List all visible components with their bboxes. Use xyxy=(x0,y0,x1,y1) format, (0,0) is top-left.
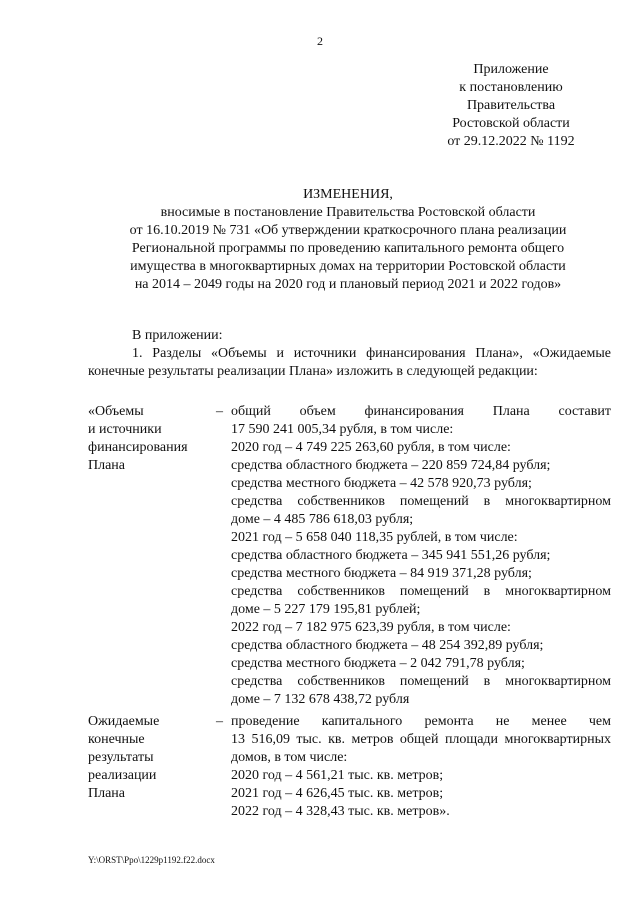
document-title xyxy=(88,186,608,294)
appendix-block xyxy=(446,61,576,151)
value-line: средства собственников помещений в многоквартирном xyxy=(231,494,611,509)
label-line: конечные xyxy=(88,732,145,747)
intro-line: В приложении: xyxy=(132,328,223,343)
value-line: средства местного бюджета – 2 042 791,78 рубля; xyxy=(231,656,525,671)
intro-line: конечные результаты реализации Плана» изложить в следующей редакции: xyxy=(88,364,538,379)
funding-label xyxy=(88,403,208,475)
value-line: доме – 7 132 678 438,72 рубля xyxy=(231,692,410,707)
label-line: результаты xyxy=(88,750,154,765)
value-line: 2022 год – 7 182 975 623,39 рубля, в том числе: xyxy=(231,620,511,635)
value-line: средства областного бюджета – 345 941 551,26 рубля; xyxy=(231,548,551,563)
label-line: финансирования xyxy=(88,440,188,455)
value-line: домов, в том числе: xyxy=(231,750,348,765)
value-line: 2021 год – 4 626,45 тыс. кв. метров; xyxy=(231,786,444,801)
value-line: средства областного бюджета – 220 859 724,84 рубля; xyxy=(231,458,551,473)
value-line: доме – 5 227 179 195,81 рублей; xyxy=(231,602,421,617)
value-line: средства местного бюджета – 84 919 371,28 рубля; xyxy=(231,566,532,581)
dash-mark: – xyxy=(216,404,223,419)
label-line: и источники xyxy=(88,422,162,437)
value-line: 2020 год – 4 561,21 тыс. кв. метров; xyxy=(231,768,444,783)
results-dash xyxy=(216,713,230,731)
label-line: реализации xyxy=(88,768,157,783)
value-line: проведение капитального ремонта не менее чем xyxy=(231,714,611,729)
title-line: имущества в многоквартирных домах на территории Ростовской области xyxy=(130,259,566,274)
title-heading: ИЗМЕНЕНИЯ, xyxy=(303,187,393,202)
intro-paragraph xyxy=(88,327,611,381)
value-line: 13 516,09 тыс. кв. метров общей площади многоквартирных xyxy=(231,732,611,747)
value-line: средства собственников помещений в многоквартирном xyxy=(231,674,611,689)
appendix-line: Ростовской области xyxy=(452,116,570,131)
title-line: Региональной программы по проведению капитального ремонта общего xyxy=(131,241,565,256)
appendix-line: Правительства xyxy=(466,98,556,113)
value-line: средства местного бюджета – 42 578 920,73 рубля; xyxy=(231,476,532,491)
label-line: Плана xyxy=(88,458,126,473)
file-path-footer: Y:\ORST\Ppo\1229p1192.f22.docx xyxy=(88,855,215,865)
value-line: 17 590 241 005,34 рубля, в том числе: xyxy=(231,422,454,437)
value-line: 2020 год – 4 749 225 263,60 рубля, в том числе: xyxy=(231,440,511,455)
value-line: 2022 год – 4 328,43 тыс. кв. метров». xyxy=(231,804,450,819)
results-value xyxy=(231,713,611,821)
funding-dash xyxy=(216,403,230,421)
intro-line: 1. Разделы «Объемы и источники финансирования Плана», «Ожидаемые xyxy=(132,346,611,361)
label-line: Ожидаемые xyxy=(88,714,160,729)
title-line: от 16.10.2019 № 731 «Об утверждении краткосрочного плана реализации xyxy=(129,223,567,238)
funding-value xyxy=(231,403,611,709)
results-label xyxy=(88,713,208,803)
value-line: общий объем финансирования Плана составит xyxy=(231,404,611,419)
appendix-line: Приложение xyxy=(473,62,549,77)
title-line: вносимые в постановление Правительства Ростовской области xyxy=(160,205,536,220)
appendix-line: к постановлению xyxy=(459,80,563,95)
page-number: 2 xyxy=(317,34,323,48)
value-line: средства собственников помещений в многоквартирном xyxy=(231,584,611,599)
value-line: средства областного бюджета – 48 254 392,89 рубля; xyxy=(231,638,544,653)
dash-mark: – xyxy=(216,714,223,729)
appendix-line: от 29.12.2022 № 1192 xyxy=(447,134,575,149)
value-line: 2021 год – 5 658 040 118,35 рублей, в том числе: xyxy=(231,530,518,545)
title-line: на 2014 – 2049 годы на 2020 год и плановый период 2021 и 2022 годов» xyxy=(134,277,562,292)
label-line: «Объемы xyxy=(88,404,144,419)
label-line: Плана xyxy=(88,786,126,801)
value-line: доме – 4 485 786 618,03 рубля; xyxy=(231,512,414,527)
